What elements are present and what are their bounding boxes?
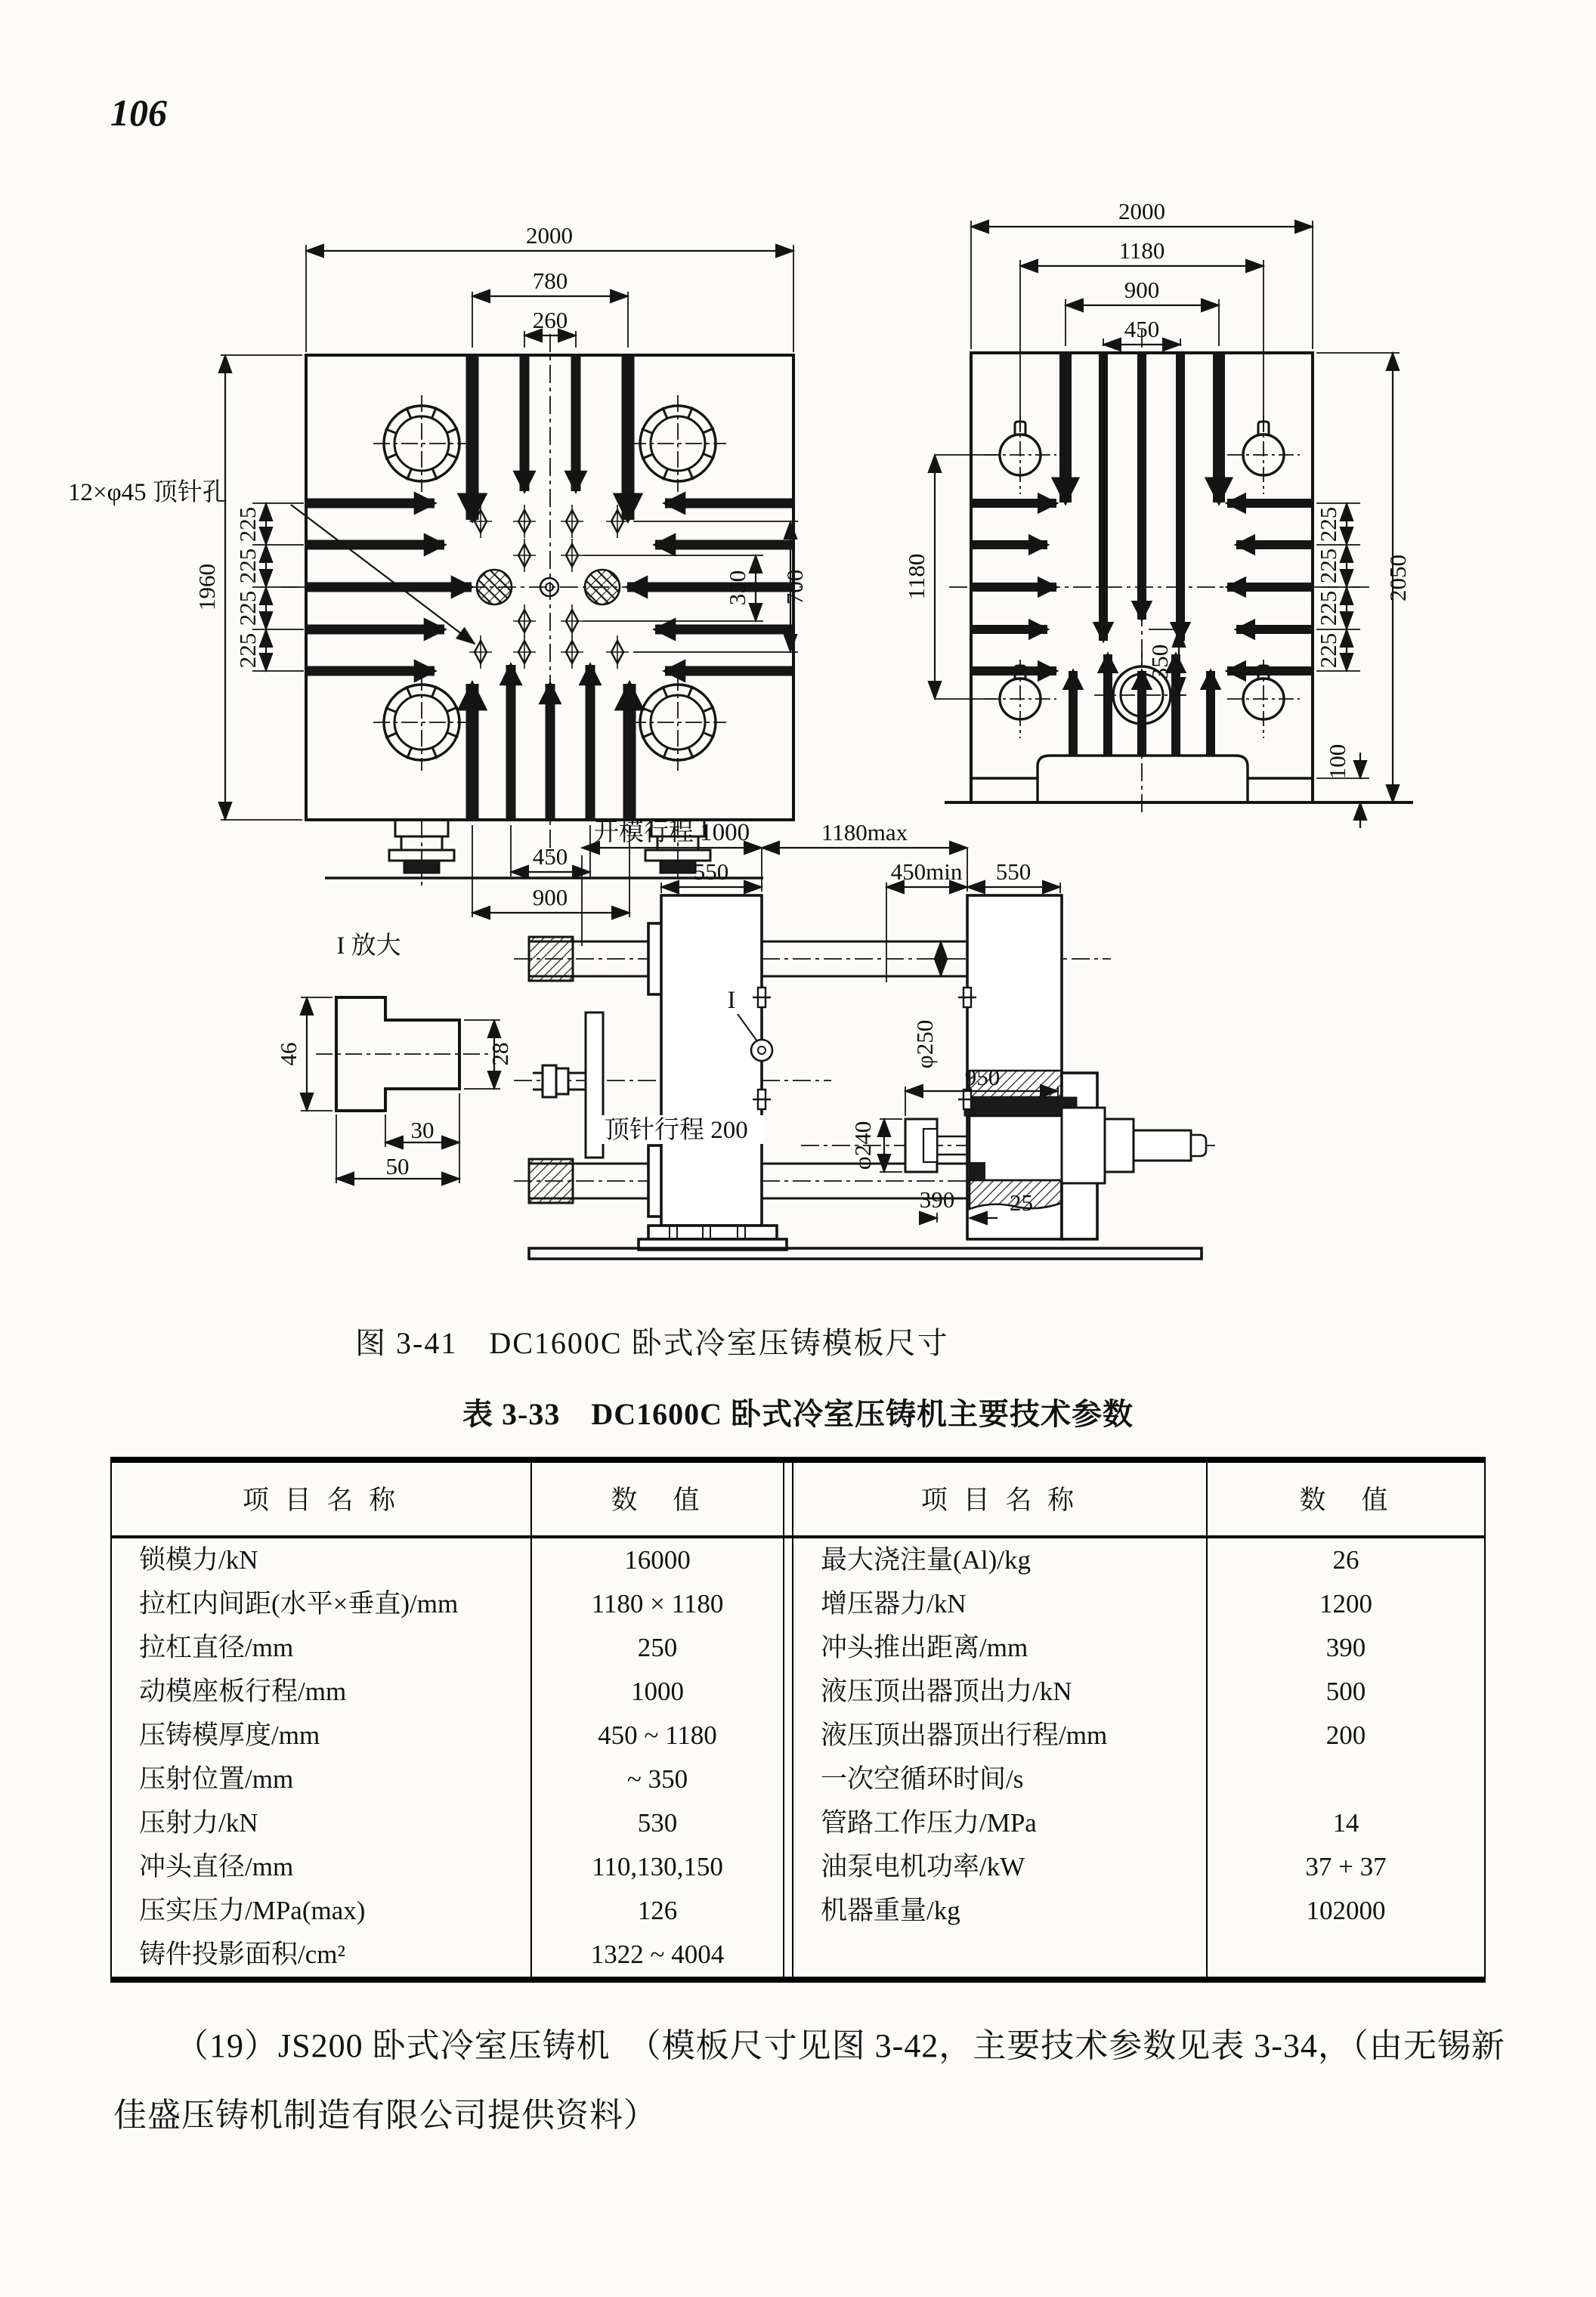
- cell-name: 压铸模厚度/mm: [112, 1714, 532, 1758]
- cell-name: 铸件投影面积/cm²: [112, 1933, 532, 1977]
- sv-detail-marker: I: [727, 987, 736, 1014]
- cell-value: 16000: [624, 1545, 691, 1575]
- sv-dim-ejector-stroke: 顶针行程 200: [605, 1117, 748, 1144]
- cell-name: [793, 1933, 1208, 1977]
- cell-value: 530: [637, 1808, 678, 1838]
- sv-dim-550-right: 550: [995, 858, 1032, 885]
- lv-dim-225-4: 225: [234, 632, 261, 669]
- table-divider: [783, 1582, 793, 1626]
- cell-name: 压射力/kN: [112, 1801, 532, 1845]
- sv-dim-950: 950: [964, 1064, 1001, 1090]
- cell-name: 拉杠内间距(水平×垂直)/mm: [112, 1582, 532, 1626]
- cell-value: 1180 × 1180: [591, 1589, 724, 1618]
- right-platen-view: [903, 198, 1413, 828]
- cell-value: 500: [1325, 1677, 1366, 1706]
- cell-name: 拉杠直径/mm: [112, 1626, 532, 1670]
- cell-value: 1000: [631, 1677, 684, 1706]
- header-item-name-left: 项 目 名 称: [112, 1463, 532, 1538]
- cell-name: 机器重量/kg: [793, 1889, 1208, 1933]
- detail-dim-46: 46: [275, 1042, 302, 1066]
- cell-value: 110,130,150: [592, 1852, 723, 1881]
- table-divider: [783, 1845, 793, 1889]
- cell-name: 管路工作压力/MPa: [793, 1801, 1208, 1845]
- cell-name: 液压顶出器顶出行程/mm: [793, 1714, 1208, 1758]
- cell-value: 200: [1325, 1720, 1366, 1750]
- table-divider: [783, 1626, 793, 1670]
- lv-dim-350: 350: [724, 570, 750, 606]
- cell-value: 1200: [1319, 1589, 1372, 1618]
- table-divider: [783, 1463, 793, 1538]
- rv-dim-900: 900: [1124, 277, 1160, 303]
- table-row: [112, 1933, 1484, 1977]
- lv-dim-900: 900: [532, 884, 568, 910]
- rv-dim-1180-left: 1180: [903, 553, 929, 600]
- paragraph-line: 佳盛压铸机制造有限公司提供资料）: [113, 2097, 657, 2134]
- left-platen-view: [68, 222, 808, 917]
- detail-dim-28: 28: [487, 1042, 513, 1066]
- cell-name: 动模座板行程/mm: [112, 1670, 532, 1714]
- lv-dim-780: 780: [532, 267, 568, 294]
- table-row: [112, 1758, 1484, 1801]
- platen-drawing-svg: [0, 181, 1596, 1315]
- figure-3-41: [0, 181, 1596, 1315]
- cell-name: 最大浇注量(Al)/kg: [793, 1538, 1208, 1582]
- cell-value: [1208, 1933, 1484, 1977]
- lv-dim-450: 450: [532, 843, 568, 870]
- cell-value: 1322 ~ 4004: [590, 1940, 725, 1969]
- rv-dim-2050: 2050: [1384, 555, 1411, 601]
- detail-title: I 放大: [336, 932, 401, 960]
- cell-value: 14: [1332, 1808, 1359, 1838]
- rv-dim-225-3: 225: [1315, 590, 1341, 626]
- header-value-left: 数 值: [532, 1463, 783, 1538]
- table-divider: [783, 1670, 793, 1714]
- sv-dim-550-left: 550: [693, 858, 729, 885]
- table-row: [112, 1582, 1484, 1626]
- lv-dim-225-2: 225: [234, 548, 261, 584]
- detail-dim-30: 30: [410, 1117, 435, 1143]
- table-row: [112, 1889, 1484, 1933]
- sv-dim-phi240: φ240: [849, 1121, 876, 1170]
- table-title: 表 3-33 DC1600C 卧式冷室压铸机主要技术参数: [462, 1397, 1134, 1431]
- figure-caption: 图 3-41 DC1600C 卧式冷室压铸模板尺寸: [355, 1326, 949, 1360]
- header-value-right: 数 值: [1208, 1463, 1484, 1538]
- rv-dim-225-4: 225: [1315, 632, 1341, 669]
- cell-name: 锁模力/kN: [112, 1538, 532, 1582]
- lv-dim-260: 260: [532, 307, 568, 333]
- table-header-row: [112, 1463, 1484, 1538]
- cell-value: 126: [637, 1896, 678, 1925]
- sv-dim-25: 25: [1010, 1189, 1033, 1216]
- table-divider: [783, 1714, 793, 1758]
- body-paragraph: [113, 2011, 1542, 2150]
- cell-name: 油泵电机功率/kW: [793, 1845, 1208, 1889]
- cell-value: 450 ~ 1180: [598, 1720, 717, 1750]
- cell-value: 26: [1332, 1545, 1359, 1575]
- paragraph-line: （19）JS200 卧式冷室压铸机 （模板尺寸见图 3-42，主要技术参数见表 3-34，（由无锡新: [175, 2027, 1505, 2064]
- table-row: [112, 1538, 1484, 1582]
- rv-dim-225-2: 225: [1315, 548, 1341, 584]
- table-row: [112, 1714, 1484, 1758]
- cell-value: [1208, 1758, 1484, 1801]
- rv-dim-100: 100: [1324, 744, 1350, 780]
- cell-name: 冲头推出距离/mm: [793, 1626, 1208, 1670]
- rv-dim-225-1: 225: [1315, 506, 1341, 543]
- table-divider: [783, 1801, 793, 1845]
- table-divider: [783, 1933, 793, 1977]
- page-number: 106: [110, 91, 167, 134]
- lv-dim-700: 700: [781, 569, 808, 605]
- cell-value: 102000: [1306, 1896, 1386, 1925]
- table-row: [112, 1626, 1484, 1670]
- cell-name: 增压器力/kN: [793, 1582, 1208, 1626]
- sv-dim-390: 390: [919, 1186, 955, 1213]
- rv-dim-1180-top: 1180: [1118, 237, 1165, 264]
- rv-dim-450: 450: [1124, 316, 1160, 342]
- cell-name: 压实压力/MPa(max): [112, 1889, 532, 1933]
- param-table: [110, 1457, 1486, 1983]
- lv-dim-225-1: 225: [234, 506, 261, 543]
- table-divider: [783, 1889, 793, 1933]
- sv-dim-1180max: 1180max: [821, 819, 908, 846]
- table-row: [112, 1845, 1484, 1889]
- table-row: [112, 1670, 1484, 1714]
- table-divider: [783, 1758, 793, 1801]
- sv-dim-450min: 450min: [890, 858, 963, 885]
- lv-dim-1960: 1960: [193, 564, 220, 611]
- lv-dim-225-3: 225: [234, 590, 261, 626]
- cell-name: 压射位置/mm: [112, 1758, 532, 1801]
- cell-name: 液压顶出器顶出力/kN: [793, 1670, 1208, 1714]
- cell-value: 250: [637, 1633, 678, 1662]
- rv-dim-350: 350: [1146, 644, 1173, 680]
- header-item-name-right: 项 目 名 称: [793, 1463, 1208, 1538]
- table-row: [112, 1801, 1484, 1845]
- lv-dim-2000: 2000: [526, 222, 573, 249]
- table-divider: [783, 1538, 793, 1582]
- detail-dim-50: 50: [385, 1153, 410, 1179]
- rv-dim-2000: 2000: [1118, 198, 1165, 224]
- cell-value: ~ 350: [626, 1764, 688, 1794]
- sv-dim-phi250: φ250: [911, 1019, 938, 1069]
- ejector-holes-callout: 12×φ45 顶针孔: [68, 479, 227, 506]
- cell-name: 一次空循环时间/s: [793, 1758, 1208, 1801]
- cell-name: 冲头直径/mm: [112, 1845, 532, 1889]
- side-view: [514, 818, 1215, 1259]
- cell-value: 37 + 37: [1305, 1852, 1387, 1881]
- cell-value: 390: [1325, 1633, 1366, 1662]
- sv-dim-open-stroke: 开模行程 1000: [593, 819, 750, 846]
- detail-view-I: [275, 932, 513, 1183]
